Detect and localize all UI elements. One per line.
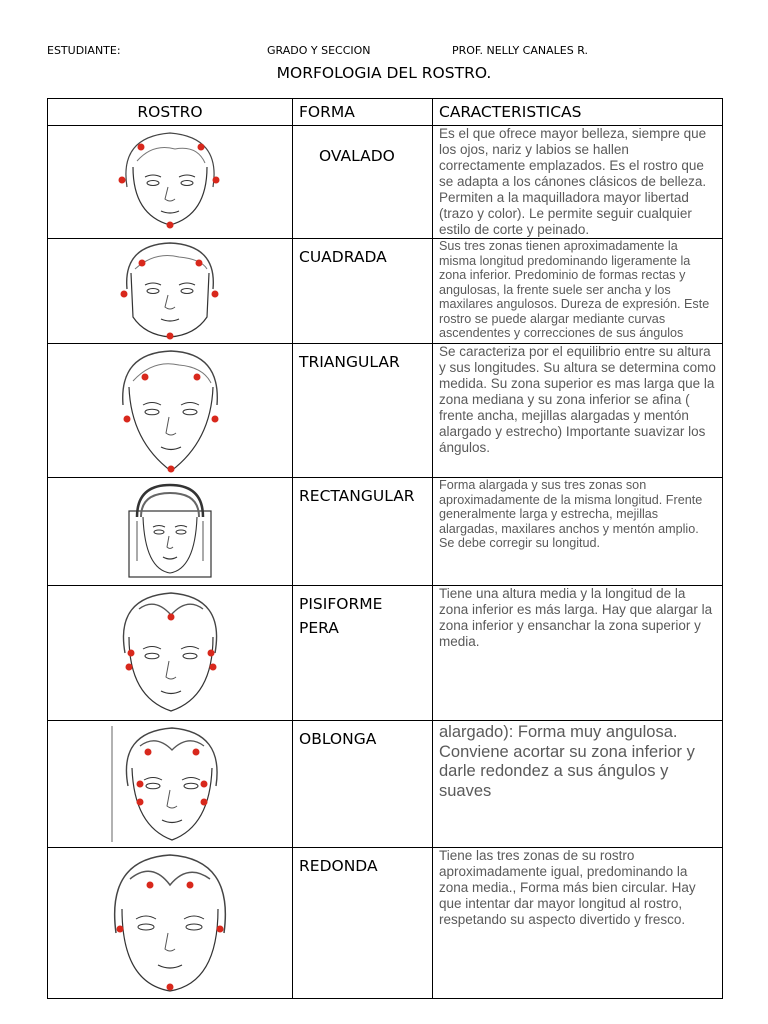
shape-description: Se caracteriza por el equilibrio entre su altura y sus longitudes. Su altura se determina como medida. Su zona superior es mas larga que la zona mediana y su zona inferior se afina ( frente ancha, mejillas alargadas y mentón alargado y estrecho) Importante suavizar los ángulos. [439,344,716,455]
table-row [48,126,723,239]
face-cell [48,478,293,586]
face-cell [48,344,293,478]
face-cell [48,586,293,721]
column-header-caracteristicas: CARACTERISTICAS [433,99,723,126]
triangular-face-illustration [105,345,235,477]
shape-name: RECTANGULAR [299,487,415,505]
face-shapes-table [47,98,723,999]
grade-label: GRADO Y SECCION [267,44,371,57]
shape-name: TRIANGULAR [299,353,400,371]
page-title: MORFOLOGIA DEL ROSTRO. [276,64,492,82]
face-cell [48,126,293,239]
column-header-rostro: ROSTRO [48,99,293,126]
shape-description: alargado): Forma muy angulosa. Conviene acortar su zona inferior y darle redondez a sus ángulos y suaves [439,723,695,800]
shape-description: Tiene una altura media y la longitud de la zona inferior es más larga. Hay que alargar la zona inferior y ensanchar la zona superior y media. [439,586,713,649]
table-header-row [48,99,723,126]
pear-face-illustration [105,587,235,719]
round-face-illustration [100,849,240,997]
shape-name: CUADRADA [299,248,387,266]
student-label: ESTUDIANTE: [47,44,121,57]
face-cell [48,721,293,848]
column-header-forma: FORMA [293,99,433,126]
table-row [48,478,723,586]
shape-description: Forma alargada y sus tres zonas son aproximadamente de la misma longitud. Frente generalmente larga y estrecha, mejillas alargadas, maxilares anchos y mentón amplio. Se debe corregir su longitud. [439,478,703,550]
face-cell [48,848,293,999]
rectangular-face-illustration [125,481,215,581]
square-face-illustration [105,239,235,343]
teacher-label: PROF. NELLY CANALES R. [452,44,588,57]
shape-description: Es el que ofrece mayor belleza, siempre que los ojos, nariz y labios se hallen correctamente emplazados. Es el rostro que se adapta a los cánones clásicos de belleza. Permiten a la maquilladora mayor libertad (trazo y color). Le permite seguir cualquier estilo de corte y peinado. [439,126,707,237]
table-row [48,721,723,848]
shape-description: Sus tres zonas tienen aproximadamente la misma longitud predominando ligeramente la zona inferior. Predominio de formas rectas y angulosas, la frente suele ser ancha y los maxilares angulosos. Dureza de expresión. Este rostro se puede alargar mediante curvas ascendentes y correcciones de sus ángulos [439,239,710,340]
shape-name: OVALADO [319,147,395,165]
table-row [48,239,723,344]
table-row [48,848,723,999]
table-row [48,344,723,478]
face-cell [48,239,293,344]
shape-name: PISIFORME PERA [299,595,383,637]
table-row [48,586,723,721]
shape-description: Tiene las tres zonas de su rostro aproximadamente igual, predominando la zona media., Forma más bien circular. Hay que intentar dar mayor longitud al rostro, respetando su aspecto divertido y fresco. [439,848,696,927]
shape-name: OBLONGA [299,730,377,748]
oval-face-illustration [105,127,235,231]
shape-name: REDONDA [299,857,378,875]
oblong-face-illustration [100,722,240,846]
